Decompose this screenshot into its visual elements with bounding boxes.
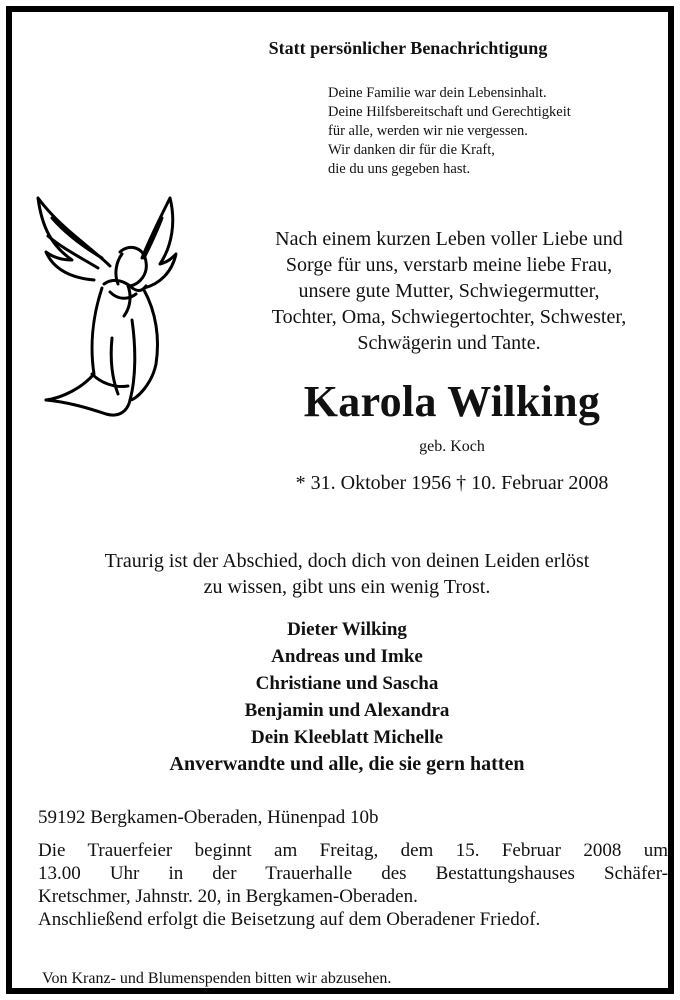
saying	[32, 548, 662, 600]
mourner: Andreas und Imke	[271, 646, 423, 667]
poem-line: Deine Hilfsbereitschaft und Gerechtigkeit	[328, 104, 571, 120]
angel-icon	[32, 188, 182, 438]
ceremony-line: Anschließend erfolgt die Beisetzung auf dem Oberadener Friedof.	[38, 909, 541, 930]
poem-line: Wir danken dir für die Kraft,	[328, 142, 495, 158]
life-dates: * 31. Oktober 1956 † 10. Februar 2008	[295, 472, 609, 494]
saying-line: Traurig ist der Abschied, doch dich von deinen Leiden erlöst	[104, 550, 590, 572]
mourner: Benjamin und Alexandra	[244, 700, 450, 721]
intro-line: Sorge für uns, verstarb meine liebe Frau,	[285, 254, 613, 276]
intro-line: unsere gute Mutter, Schwiegermutter,	[298, 280, 600, 302]
poem-line: die du uns gegeben hast.	[328, 161, 471, 177]
mourner: Anverwandte und alle, die sie gern hatten	[169, 753, 525, 775]
poem	[328, 84, 571, 179]
intro-line: Tochter, Oma, Schwiegertochter, Schwester,	[271, 306, 627, 328]
obituary-notice	[6, 6, 674, 994]
donation-note: Von Kranz- und Blumenspenden bitten wir abzusehen.	[42, 970, 392, 987]
ceremony-info	[38, 839, 668, 931]
poem-line: Deine Familie war dein Lebensinhalt.	[328, 85, 547, 101]
intro-line: Schwägerin und Tante.	[357, 332, 541, 354]
mourner: Dieter Wilking	[287, 619, 407, 640]
mourner: Christiane und Sascha	[255, 673, 439, 694]
intro-line: Nach einem kurzen Leben voller Liebe und	[275, 228, 623, 250]
poem-line: für alle, werden wir nie vergessen.	[328, 123, 528, 139]
mourners-list	[32, 616, 662, 778]
family-address: 59192 Bergkamen-Oberaden, Hünenpad 10b	[38, 807, 379, 828]
ceremony-line: 13.00 Uhr in der Trauerhalle des Bestattungshauses Schäfer-	[38, 863, 668, 884]
ceremony-line: Kretschmer, Jahnstr. 20, in Bergkamen-Oberaden.	[38, 886, 418, 907]
intro-text	[234, 226, 664, 356]
deceased-name: Karola Wilking	[303, 377, 601, 426]
saying-line: zu wissen, gibt uns ein wenig Trost.	[203, 576, 491, 598]
notice-header: Statt persönlicher Benachrichtigung	[268, 38, 548, 58]
mourner: Dein Kleeblatt Michelle	[250, 727, 444, 748]
ceremony-line: Die Trauerfeier beginnt am Freitag, dem 15. Februar 2008 um	[38, 840, 668, 861]
birth-name: geb. Koch	[419, 438, 485, 455]
